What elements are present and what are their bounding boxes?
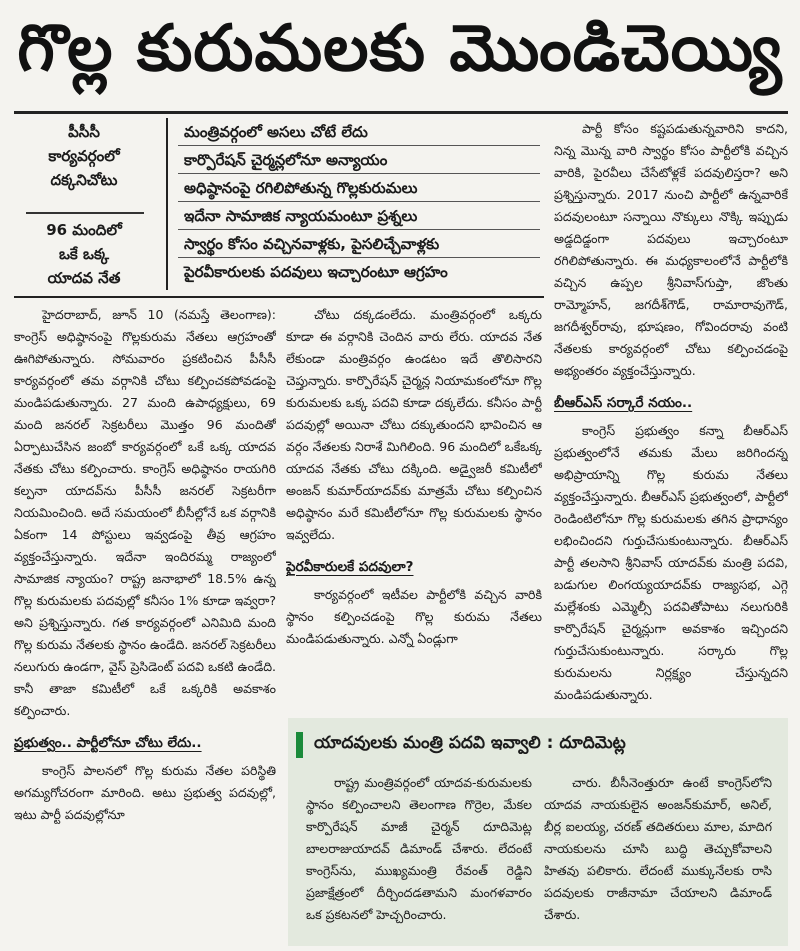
side-label-line: యాదవ నేత [47,269,121,287]
side-label-line: దక్కనిచోటు [50,171,118,189]
sidebar-story-box [288,718,788,946]
paragraph: రాష్ట్ర మంత్రివర్గంలో యాదవ-కురుమలకు స్థానం కల్పించాలని తెలంగాణ గొర్రెల, మేకల కార్పొరేషన్ మాజీ చైర్మన్ దూదిమెట్ల బాలరాజుయాదవ్ డిమాండ్ చేశారు. లేదంటే కాంగ్రెస్‌ను, ముఖ్యమంత్రి రేవంత్ రెడ్డిని ప్రజాక్షేత్రంలో దీర్చిందడతామని మంగళవారం ఒక ప్రకటనలో హెచ్చరించారు. [306,775,532,922]
highlight-item: స్వార్థం కోసం వచ్చినవాళ్లకు, పైసలిచ్చేవాళ్లకు [178,230,540,258]
subheading: పైరవీకారులకే పదవులా? [286,559,414,575]
side-label-line: కార్యవర్గంలో [48,147,120,165]
highlight-item: మంత్రివర్గంలో అసలు చోటే లేదు [178,118,540,146]
side-vertical-rule [166,118,168,290]
subheading: ప్రభుత్వం.. పార్టీలోనూ చోటు లేదు.. [14,735,202,751]
article-column-1 [14,304,276,946]
side-label-committee [14,120,154,192]
bullets-bottom-rule [14,296,544,298]
headline-rule [14,111,788,114]
side-label-line: ఒకే ఒక్క [58,245,110,263]
box-column-left [306,772,532,942]
side-label-count [14,218,154,290]
highlight-item: అధిష్ఠానంపై రగిలిపోతున్న గొల్లకురుమలు [178,174,540,202]
article-column-2 [286,304,542,714]
article-column-3 [554,118,788,714]
paragraph: కార్యవర్గంలో ఇటీవల పార్టీలోకి వచ్చిన వారికి స్థానం కల్పించడంపై గొల్ల కురుమ నేతలు మండిపడుతున్నారు. ఎన్నో ఏండ్లుగా [286,587,542,646]
paragraph: పార్టీ కోసం కష్టపడుతున్నవారిని కాదని, నిన్న మొన్న వారి స్వార్థం కోసం పార్టీలోకి వచ్చిన వారికి, పైరవీలు చేసేటోళ్లకే పదవులిస్తరా? అని ప్రశ్నిస్తున్నారు. 2017 నుంచి పార్టీలో ఉన్నవారికే పదవులంటూ సన్నాయి నొక్కులు నొక్కి ఇప్పుడు అడ్డదిడ్డంగా పదవులు ఇచ్చారంటూ రగిలిపోతున్నారు. ఈ మధ్యకాలంలోనే పార్టీలోకి వచ్చిన ఉప్పల శ్రీనివాస్‌గుప్తా, జొంతు రామ్మోహన్, జగదీశ్‌గౌడ్, రామారావుగౌడ్, జగదీశ్వర్‌రావు, భూషణం, గోవిందరావు వంటి నేతలకు కార్యవర్గంలో చోటు కల్పించడంపై అభ్యంతరం వ్యక్తంచేస్తున్నారు. [554,121,788,378]
highlight-item: ఇదేనా సామాజిక న్యాయమంటూ ప్రశ్నలు [178,202,540,230]
highlight-item: పైరవీకారులకు పదవులు ఇచ్చారంటూ ఆగ్రహం [184,263,448,281]
paragraph: కాంగ్రెస్ ప్రభుత్వం కన్నా బీఆర్‌ఎస్ ప్రభుత్వంలోనే తమకు మేలు జరిగిందన్న అభిప్రాయాన్ని గొల్ల కురుమ నేతలు వ్యక్తంచేస్తున్నారు. బీఆర్‌ఎస్ ప్రభుత్వంలో, పార్టీలో రెండింటిలోనూ గొల్ల కురుమలకు తగిన ప్రాధాన్యం లభించిందని గుర్తుచేసుకుంటున్నారు. బీఆర్‌ఎస్ పార్టీ తలసాని శ్రీనివాస్ యాదవ్‌కు మంత్రి పదవి, బడుగుల లింగయ్యయాదవ్‌కు రాజ్యసభ, ఎగ్గె మల్లేశంకు ఎమ్మెల్సీ పదవితోపాటు నలుగురికి కార్పొరేషన్ చైర్మన్లుగా అవకాశం ఇచ్చిందని గుర్తుచేసుకుంటున్నారు. సర్కారు గొల్ల కురుమలను నిర్లక్ష్యం చేస్తున్నదని మండిపడుతున్నారు. [554,423,788,702]
paragraph: హైదరాబాద్, జూన్ 10 (నమస్తే తెలంగాణ): కాంగ్రెస్ అధిష్ఠానంపై గొల్లకురుమ నేతలు ఆగ్రహంతో ఊగిపోతున్నారు. సోమవారం ప్రకటించిన పీసీసీ కార్యవర్గంలో తమ వర్గానికి చోటు కల్పించకపోవడంపై మండిపడుతున్నారు. 27 మంది ఉపాధ్యక్షులు, 69 మంది జనరల్ సెక్రటరీలు మొత్తం 96 మందితో ఏర్పాటుచేసిన జంబో కార్యవర్గంలో ఒకే ఒక్క యాదవ నేతకు చోటు కల్పించారు. కాంగ్రెస్ అధిష్ఠానం రాయగిరి కల్పనా యాదవ్‌ను పీసీసీ జనరల్ సెక్రటరీగా నియమించింది. అదే సమయంలో బీసీల్లోనే ఒక వర్గానికి ఏకంగా 14 పోస్టులు ఇవ్వడంపై తీవ్ర ఆగ్రహం వ్యక్తంచేస్తున్నారు. ఇదేనా ఇందిరమ్మ రాజ్యంలో సామాజిక న్యాయం? రాష్ట్ర జనాభాలో 18.5% ఉన్న గొల్ల కురుమలకు పదవుల్లో కనీసం 1% కూడా ఇవ్వరా? అని ప్రశ్నిస్తున్నారు. గత కార్యవర్గంలో ఎనిమిది మంది గొల్ల కురుమ నేతలకు స్థానం ఉండేది. జనరల్ సెక్రటరీలు నలుగురు ఉండగా, వైస్ ప్రెసిడెంట్ పదవి ఒకటి ఉండేది. కానీ తాజా కమిటీలో ఒకే ఒక్కరికి అవకాశం కల్పించారు. [14,307,276,718]
side-label-divider [26,212,144,214]
subheading: బీఆర్‌ఎస్ సర్కారే నయం.. [554,395,693,411]
side-label-line: పీసీసీ [68,123,100,141]
paragraph: చోటు దక్కడంలేదు. మంత్రివర్గంలో ఒక్కరు కూడా ఈ వర్గానికి చెందిన వారు లేరు. యాదవ నేత లేకుండా మంత్రివర్గం ఉండటం ఇదే తొలిసారని చెప్తున్నారు. కార్పొరేషన్ చైర్మన్ల నియామకంలోనూ గొల్ల కురుమలకు ఒక్క పదవి కూడా దక్కలేదు. కనీసం పార్టీ పదవుల్లో అయినా చోటు దక్కుతుందని భావించిన ఆ వర్గం నేతలకు నిరాశే మిగిలింది. 96 మందిలో ఒకేఒక్క యాదవ నేతకు చోటు దక్కింది. అడ్వైజరీ కమిటీలో అంజన్ కుమార్‌యాదవ్‌కు మాత్రమే చోటు కల్పించిన అధిష్ఠానం మరే కమిటీలోనూ గొల్ల కురుమలకు స్థానం ఇవ్వలేదు. [286,307,542,542]
highlight-item: కార్పొరేషన్ చైర్మన్లలోనూ అన్యాయం [178,146,540,174]
paragraph: చారు. బీసీనెంత్తురూ ఉంటే కాంగ్రెస్‌లోని యాదవ నాయకులైన అంజన్‌కుమార్, అనిల్, బీర్ల ఐలయ్య, చరణ్ తదితరులు మాల, మాదిగ నాయకులను చూసి బుద్ధి తెచ్చుకోవాలని హితవు పలికారు. లేదంటే ముక్కునేలకు రాసి పదవులకు రాజీనామా చేయాలని డిమాండ్ చేశారు. [544,775,772,922]
headline: గొల్ల కురుమలకు మొండిచెయ్యి [17,11,783,86]
box-title: యాదవులకు మంత్రి పదవి ఇవ్వాలి : దూదిమెట్ల [314,733,626,753]
side-label-line: 96 మందిలో [46,221,122,239]
box-column-right [544,772,772,942]
paragraph: కాంగ్రెస్ పాలనలో గొల్ల కురుమ నేతల పరిస్థితి అగమ్యగోచరంగా మారింది. అటు ప్రభుత్వ పదవుల్లో, ఇటు పార్టీ పదవుల్లోనూ [14,763,276,822]
highlights-list [178,118,540,286]
